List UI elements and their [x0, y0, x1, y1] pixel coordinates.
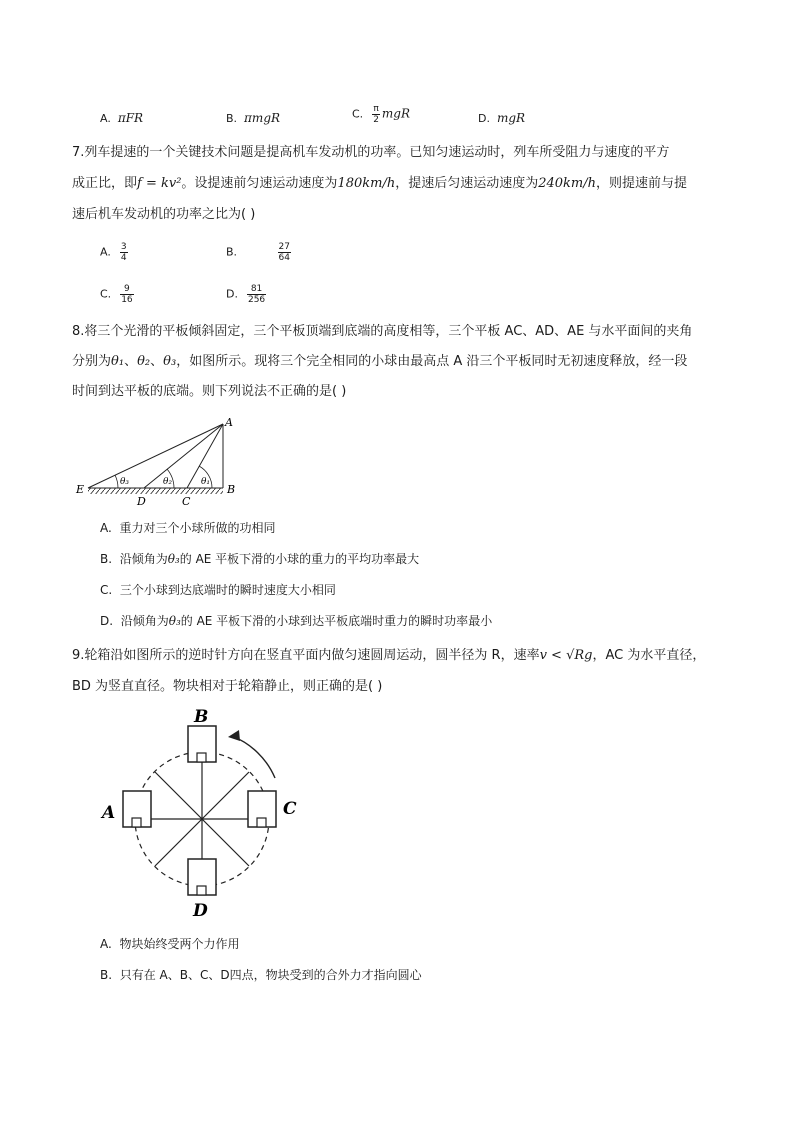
option-text: 沿倾角为: [119, 552, 168, 566]
option-fraction: [372, 104, 380, 125]
q8-line-1: 8.将三个光滑的平板倾斜固定，三个平板顶端到底端的高度相等，三个平板 AC、AD、AE 与水平面间的夹角: [72, 324, 693, 339]
arrowhead-icon: [228, 730, 240, 741]
option-expr: πmgR: [244, 111, 281, 125]
fraction-denominator: 4: [120, 253, 127, 263]
q8-line-3: 时间到达平板的底端。则下列说法不正确的是( ): [72, 384, 347, 399]
speed-before: 180km/h: [337, 176, 396, 191]
q7-option-b: [226, 242, 293, 263]
text: 、: [124, 354, 138, 369]
option-text: 沿倾角为: [120, 614, 169, 628]
fraction-numerator: 3: [120, 242, 127, 252]
fraction-denominator: 256: [247, 295, 266, 305]
q6-option-d: [478, 110, 525, 127]
label-theta3: θ₃: [120, 477, 130, 487]
option-letter: D.: [100, 614, 114, 628]
option-letter: B.: [226, 245, 238, 259]
q7-line-2: [72, 174, 687, 194]
label-c: C: [182, 495, 191, 508]
q6-option-c: [352, 104, 410, 125]
option-text: 的 AE 平板下滑的小球到达平板底端时重力的瞬时功率最小: [180, 614, 493, 628]
theta-2: θ₂: [137, 354, 151, 369]
theta-3: θ₃: [167, 552, 180, 566]
ground-hatching: [88, 488, 223, 494]
text: ，AC 为水平直径，: [592, 648, 706, 663]
q8-option-b: [100, 549, 419, 569]
option-expr: mgR: [496, 111, 526, 125]
option-letter: D.: [478, 112, 490, 125]
label-e: E: [76, 483, 85, 496]
fraction-numerator: 81: [247, 284, 266, 295]
fraction-numerator: 27: [278, 242, 290, 252]
q7-option-c: [100, 284, 136, 305]
text: ，如图所示。现将三个完全相同的小球由最高点 A 沿三个平板同时无初速度释放，经一段: [176, 354, 688, 369]
theta-3: θ₃: [168, 614, 181, 628]
option-text: 物块始终受两个力作用: [119, 937, 240, 951]
fraction-numerator: π: [373, 104, 379, 114]
block-d: [197, 886, 206, 895]
q9-line-2: BD 为竖直直径。物块相对于轮箱静止，则正确的是( ): [72, 679, 383, 694]
q9-line-1: [72, 646, 705, 666]
text: ，提速后匀速运动速度为: [395, 176, 539, 191]
label-b: B: [194, 707, 209, 727]
block-b: [197, 753, 206, 762]
theta-3: θ₃: [163, 354, 177, 369]
option-letter: A.: [100, 112, 111, 125]
rotation-arrow-icon: [232, 736, 275, 778]
formula: f = kv²: [137, 176, 182, 191]
option-text: 只有在 A、B、C、D四点，物块受到的合外力才指向圆心: [119, 968, 422, 982]
theta-1: θ₁: [111, 354, 125, 369]
text: ，则提速前与提: [596, 176, 688, 191]
q8-option-d: [100, 611, 492, 631]
q8-option-c: [100, 580, 336, 600]
text: 9.轮箱沿如图所示的逆时针方向在竖直平面内做匀速圆周运动，圆半径为 R，速率: [72, 648, 540, 663]
q6-option-b: [226, 110, 280, 127]
fraction-numerator: 9: [120, 284, 133, 295]
option-text: 三个小球到达底端时的瞬时速度大小相同: [119, 583, 336, 597]
text: 。设提速前匀速运动速度为: [181, 176, 338, 191]
option-letter: C.: [352, 107, 364, 121]
option-expr: πFR: [117, 111, 144, 125]
q9-option-b: [100, 965, 422, 985]
inclined-planes-figure: [74, 412, 244, 510]
option-letter: A.: [100, 521, 112, 535]
q6-option-a: [100, 110, 143, 127]
option-fraction: [247, 284, 266, 305]
q7-line-3: 速后机车发动机的功率之比为( ): [72, 207, 256, 222]
option-letter: B.: [100, 968, 113, 982]
q7-option-d: [226, 284, 268, 305]
option-text: 的 AE 平板下滑的小球的重力的平均功率最大: [179, 552, 420, 566]
option-letter: B.: [226, 112, 238, 125]
rotating-box-wheel-figure: [100, 706, 310, 922]
option-fraction: [120, 242, 128, 263]
option-fraction: [278, 242, 291, 263]
option-letter: A.: [100, 937, 112, 951]
speed-inequality: v < √Rg: [539, 648, 593, 663]
fraction-denominator: 16: [121, 295, 133, 305]
text: 成正比，即: [72, 176, 138, 191]
q7-line-1: 7.列车提速的一个关键技术问题是提高机车发动机的功率。已知匀速运动时，列车所受阻力与速度的平方: [72, 145, 670, 160]
label-d: D: [137, 495, 146, 508]
label-a: A: [225, 416, 233, 429]
option-letter: C.: [100, 287, 112, 301]
option-expr: mgR: [381, 106, 411, 121]
angle-arc-theta3: [115, 475, 118, 488]
text: 、: [150, 354, 164, 369]
label-c: C: [283, 799, 297, 819]
speed-after: 240km/h: [538, 176, 597, 191]
option-letter: D.: [226, 287, 238, 301]
label-theta1: θ₁: [201, 477, 211, 487]
q8-line-2: [72, 352, 687, 372]
block-a: [132, 818, 141, 827]
label-theta2: θ₂: [163, 477, 173, 487]
option-fraction: [120, 284, 133, 305]
option-letter: B.: [100, 552, 113, 566]
option-letter: A.: [100, 245, 111, 259]
text: 分别为: [72, 354, 112, 369]
fraction-denominator: 64: [278, 253, 290, 263]
option-letter: C.: [100, 583, 113, 597]
label-a: A: [102, 803, 116, 823]
q9-option-a: [100, 934, 239, 954]
q7-option-a: [100, 242, 130, 263]
option-text: 重力对三个小球所做的功相同: [119, 521, 276, 535]
fraction-denominator: 2: [373, 115, 379, 125]
q8-option-a: [100, 518, 275, 538]
label-b: B: [227, 483, 236, 496]
label-d: D: [193, 901, 208, 921]
block-c: [257, 818, 266, 827]
